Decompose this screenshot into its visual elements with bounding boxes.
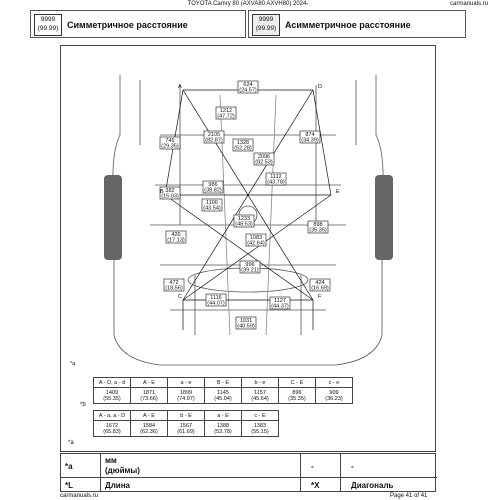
measurement-label: [166, 231, 186, 244]
svg-text:(48.53): (48.53): [235, 221, 253, 228]
symmetric-label: Симметричное расстояние: [67, 20, 188, 30]
svg-text:898: 898: [313, 222, 323, 228]
measurement-label: [300, 131, 320, 144]
point-label: B: [160, 189, 164, 195]
svg-text:(34.39): (34.39): [301, 137, 319, 144]
svg-text:(47.72): (47.72): [217, 113, 235, 120]
legend-diagonal: Диагональ: [351, 481, 394, 490]
table-2-cell: 1584 (62.36): [131, 421, 168, 437]
svg-text:424: 424: [315, 280, 325, 286]
header-site: carmanuals.ru: [449, 1, 488, 7]
svg-text:(42.64): (42.64): [247, 240, 265, 247]
point-label: A: [178, 84, 182, 90]
legend-mark-x: *X: [301, 478, 341, 492]
svg-text:624: 624: [243, 82, 253, 88]
svg-text:(38.82): (38.82): [204, 187, 222, 194]
svg-text:(82.87): (82.87): [205, 137, 223, 144]
table-2-wrapper: [93, 410, 279, 437]
legend-dash-1: -: [301, 454, 341, 478]
measurement-label: [238, 81, 258, 94]
table-1-cell: 1145 (45.04): [205, 388, 242, 404]
table-1-header: c - e: [316, 378, 353, 388]
table-1-cell: 1899 (74.97): [168, 388, 205, 404]
table-1-header: B - E: [205, 378, 242, 388]
table-1-cell: 1871 (73.66): [131, 388, 168, 404]
svg-text:426: 426: [171, 232, 181, 238]
table-2-cell: 1388 (53.78): [205, 421, 242, 437]
svg-text:1112: 1112: [270, 174, 282, 180]
svg-text:2096: 2096: [257, 154, 271, 160]
table-1-header-row: [94, 378, 353, 388]
svg-text:745: 745: [165, 138, 175, 144]
measurement-table-1: [93, 377, 353, 404]
measurement-label: [246, 234, 266, 247]
table-1-wrapper: [93, 377, 353, 404]
svg-text:1031: 1031: [239, 318, 253, 324]
asymmetric-code: 9999 (99.99): [255, 16, 277, 32]
symmetric-code: 9999 (99.99): [37, 16, 59, 32]
svg-text:(16.69): (16.69): [311, 285, 329, 292]
svg-text:(15.03): (15.03): [161, 193, 179, 200]
measurement-label: [160, 137, 180, 150]
table-2-header: A - E: [131, 411, 168, 421]
svg-text:(35.35): (35.35): [309, 227, 327, 234]
table-1-cell: 1409 (55.35): [94, 388, 131, 404]
asymmetric-label: Асимметричное расстояние: [285, 20, 411, 30]
measurement-label: [164, 279, 184, 292]
table-2-header-row: [94, 411, 279, 421]
point-label: D: [318, 84, 322, 90]
measurement-label: [204, 131, 224, 144]
table-1-header: a - e: [168, 378, 205, 388]
measurement-label: [233, 139, 253, 152]
underbody-diagram: [70, 75, 396, 367]
footer-page: Page 41 of 41: [390, 493, 428, 499]
measurement-label: [270, 297, 290, 310]
svg-text:(82.53): (82.53): [255, 159, 273, 166]
table-2-header: c - E: [242, 411, 279, 421]
point-label: E: [336, 189, 340, 195]
footer-site: carmanuals.ru: [60, 493, 99, 499]
svg-text:1328: 1328: [236, 140, 250, 146]
svg-text:(17.13): (17.13): [167, 237, 185, 244]
svg-text:(44.07): (44.07): [207, 300, 225, 307]
asymmetric-code-box: [252, 14, 280, 36]
legend-asymmetric: [248, 10, 466, 38]
svg-text:(24.57): (24.57): [239, 87, 257, 94]
svg-text:(43.54): (43.54): [203, 205, 221, 212]
svg-text:996: 996: [245, 262, 255, 268]
table-2-cell: 1672 (65.83): [94, 421, 131, 437]
svg-text:(44.37): (44.37): [271, 303, 289, 310]
front-left-wheel: [104, 175, 122, 260]
measurement-label: [236, 317, 256, 330]
measurement-label: [266, 173, 286, 186]
table-1-cell: 909 (36.23): [316, 388, 353, 404]
diagram-note: *a: [70, 361, 76, 367]
svg-text:1127: 1127: [274, 298, 286, 304]
svg-text:1116: 1116: [210, 295, 222, 301]
table-2-header: b - E: [168, 411, 205, 421]
point-label: F: [318, 294, 322, 300]
measure-lines: [165, 87, 331, 330]
measurement-label: [254, 153, 274, 166]
svg-text:382: 382: [165, 188, 175, 194]
measurement-label: [240, 261, 260, 274]
table-1-cell: 896 (35.35): [279, 388, 316, 404]
svg-text:(39.21): (39.21): [241, 267, 259, 274]
table-1-header: A - D, a - d: [94, 378, 131, 388]
legend-units: мм (дюймы): [101, 454, 301, 478]
svg-text:472: 472: [169, 280, 179, 286]
svg-text:1233: 1233: [237, 216, 251, 222]
svg-text:986: 986: [208, 182, 218, 188]
measurement-label: [202, 199, 222, 212]
svg-text:1212: 1212: [219, 108, 233, 114]
svg-text:(52.28): (52.28): [234, 145, 252, 152]
point-label: C: [178, 294, 182, 300]
measurement-label: [206, 294, 226, 307]
svg-text:(18.56): (18.56): [165, 285, 183, 292]
legend-mark-l: *L: [61, 478, 101, 492]
svg-text:1106: 1106: [206, 200, 218, 206]
measurement-label: [234, 215, 254, 228]
table-1-value-row: [94, 388, 353, 404]
table-1-header: C - E: [279, 378, 316, 388]
legend-symmetric: [30, 10, 246, 38]
table-2-note: *a: [68, 440, 74, 446]
table-1-header: b - e: [242, 378, 279, 388]
legend-dash-2: -: [341, 454, 437, 478]
table-1-header: A - E: [131, 378, 168, 388]
measurement-label: [310, 279, 330, 292]
table-1-cell: 1157 (45.64): [242, 388, 279, 404]
measurement-label: [216, 107, 236, 120]
symmetric-code-box: [34, 14, 62, 36]
svg-text:874: 874: [305, 132, 315, 138]
measurement-label: [203, 181, 223, 194]
svg-text:(43.78): (43.78): [267, 179, 285, 186]
table-2-cell: 1383 (55.15): [242, 421, 279, 437]
front-right-wheel: [375, 175, 393, 260]
legend-length: Длина: [101, 478, 301, 492]
table-2-cell: 1567 (61.69): [168, 421, 205, 437]
svg-text:(29.35): (29.35): [161, 143, 179, 150]
document-title: TOYOTA Camry 80 (AXVA80 AXVH80) 2024-: [187, 1, 309, 7]
svg-text:(40.59): (40.59): [237, 323, 255, 330]
measurement-label: [308, 221, 328, 234]
svg-text:1083: 1083: [249, 235, 263, 241]
table-2-header: a - E: [205, 411, 242, 421]
table-2-value-row: [94, 421, 279, 437]
table-2-header: A - a, a - D: [94, 411, 131, 421]
legend-mark-a: *a: [61, 454, 101, 478]
legend-table: [60, 453, 436, 492]
measurement-table-2: [93, 410, 279, 437]
svg-text:2105: 2105: [207, 132, 221, 138]
table-1-note: *b: [80, 402, 86, 408]
